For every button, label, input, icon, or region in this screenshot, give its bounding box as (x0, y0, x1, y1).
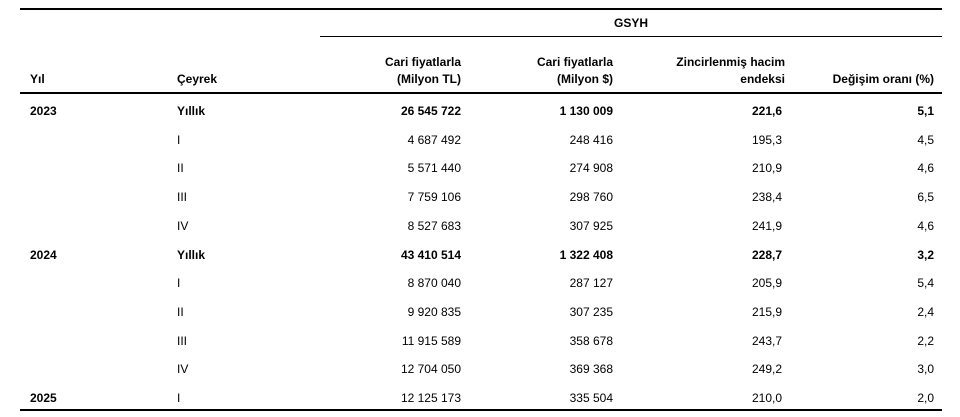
cell-tl: 11 915 589 (401, 334, 461, 348)
header-tl-line1: Cari fiyatlarla (384, 55, 461, 69)
header-index-line2: endeksi (740, 72, 785, 86)
header-usd-line1: Cari fiyatlarla (536, 55, 613, 69)
cell-change: 2,4 (917, 305, 934, 319)
cell-tl: 8 870 040 (407, 276, 461, 290)
cell-quarter: I (177, 276, 181, 290)
cell-tl: 9 920 835 (407, 305, 461, 319)
cell-quarter: III (177, 190, 188, 204)
cell-change: 4,6 (917, 219, 934, 233)
cell-usd: 248 416 (569, 133, 613, 147)
cell-usd: 1 130 009 (559, 104, 613, 118)
cell-tl: 7 759 106 (407, 190, 461, 204)
cell-change: 2,0 (917, 391, 934, 405)
cell-index: 241,9 (751, 219, 782, 233)
cell-quarter: I (177, 133, 181, 147)
top-rule (20, 8, 942, 10)
cell-quarter: II (177, 305, 184, 319)
cell-change: 3,0 (917, 362, 934, 376)
cell-index: 215,9 (751, 305, 782, 319)
cell-change: 2,2 (917, 334, 934, 348)
cell-change: 4,6 (917, 161, 934, 175)
cell-index: 210,0 (751, 391, 782, 405)
header-index-line1: Zincirlenmiş hacim (676, 55, 785, 69)
cell-change: 4,5 (917, 133, 934, 147)
cell-index: 243,7 (751, 334, 782, 348)
header-usd-line2: (Milyon $) (557, 72, 613, 86)
header-tl-line2: (Milyon TL) (397, 72, 461, 86)
cell-usd: 335 504 (569, 391, 613, 405)
cell-change: 5,1 (917, 104, 934, 118)
cell-index: 195,3 (751, 133, 782, 147)
cell-index: 205,9 (751, 276, 782, 290)
cell-usd: 287 127 (569, 276, 613, 290)
cell-tl: 4 687 492 (407, 133, 461, 147)
cell-usd: 358 678 (569, 334, 613, 348)
cell-tl: 26 545 722 (400, 104, 461, 118)
cell-change: 3,2 (917, 248, 934, 262)
cell-year: 2025 (30, 391, 57, 405)
cell-quarter: Yıllık (177, 104, 206, 118)
header-quarter: Çeyrek (177, 72, 218, 86)
cell-usd: 307 235 (569, 305, 613, 319)
cell-usd: 1 322 408 (559, 248, 613, 262)
cell-quarter: III (177, 334, 188, 348)
header-year: Yıl (30, 72, 45, 86)
cell-quarter: I (177, 391, 181, 405)
cell-tl: 43 410 514 (400, 248, 461, 262)
cell-tl: 12 704 050 (400, 362, 461, 376)
cell-index: 238,4 (751, 190, 782, 204)
cell-change: 6,5 (917, 190, 934, 204)
cell-quarter: IV (177, 362, 189, 376)
cell-tl: 8 527 683 (407, 219, 461, 233)
group-header: GSYH (613, 16, 648, 30)
cell-tl: 5 571 440 (407, 161, 461, 175)
cell-index: 221,6 (751, 104, 782, 118)
cell-index: 249,2 (751, 362, 782, 376)
header-change: Değişim oranı (%) (832, 72, 934, 86)
cell-index: 228,7 (751, 248, 782, 262)
cell-usd: 298 760 (569, 190, 613, 204)
cell-year: 2023 (30, 104, 57, 118)
cell-usd: 307 925 (569, 219, 613, 233)
group-underline (320, 36, 942, 37)
cell-quarter: II (177, 161, 184, 175)
cell-year: 2024 (30, 248, 57, 262)
cell-tl: 12 125 173 (400, 391, 461, 405)
cell-change: 5,4 (917, 276, 934, 290)
bottom-rule (20, 409, 942, 411)
cell-usd: 369 368 (569, 362, 613, 376)
cell-usd: 274 908 (569, 161, 613, 175)
cell-index: 210,9 (751, 161, 782, 175)
header-rule (20, 92, 942, 94)
cell-quarter: Yıllık (177, 248, 206, 262)
cell-quarter: IV (177, 219, 189, 233)
